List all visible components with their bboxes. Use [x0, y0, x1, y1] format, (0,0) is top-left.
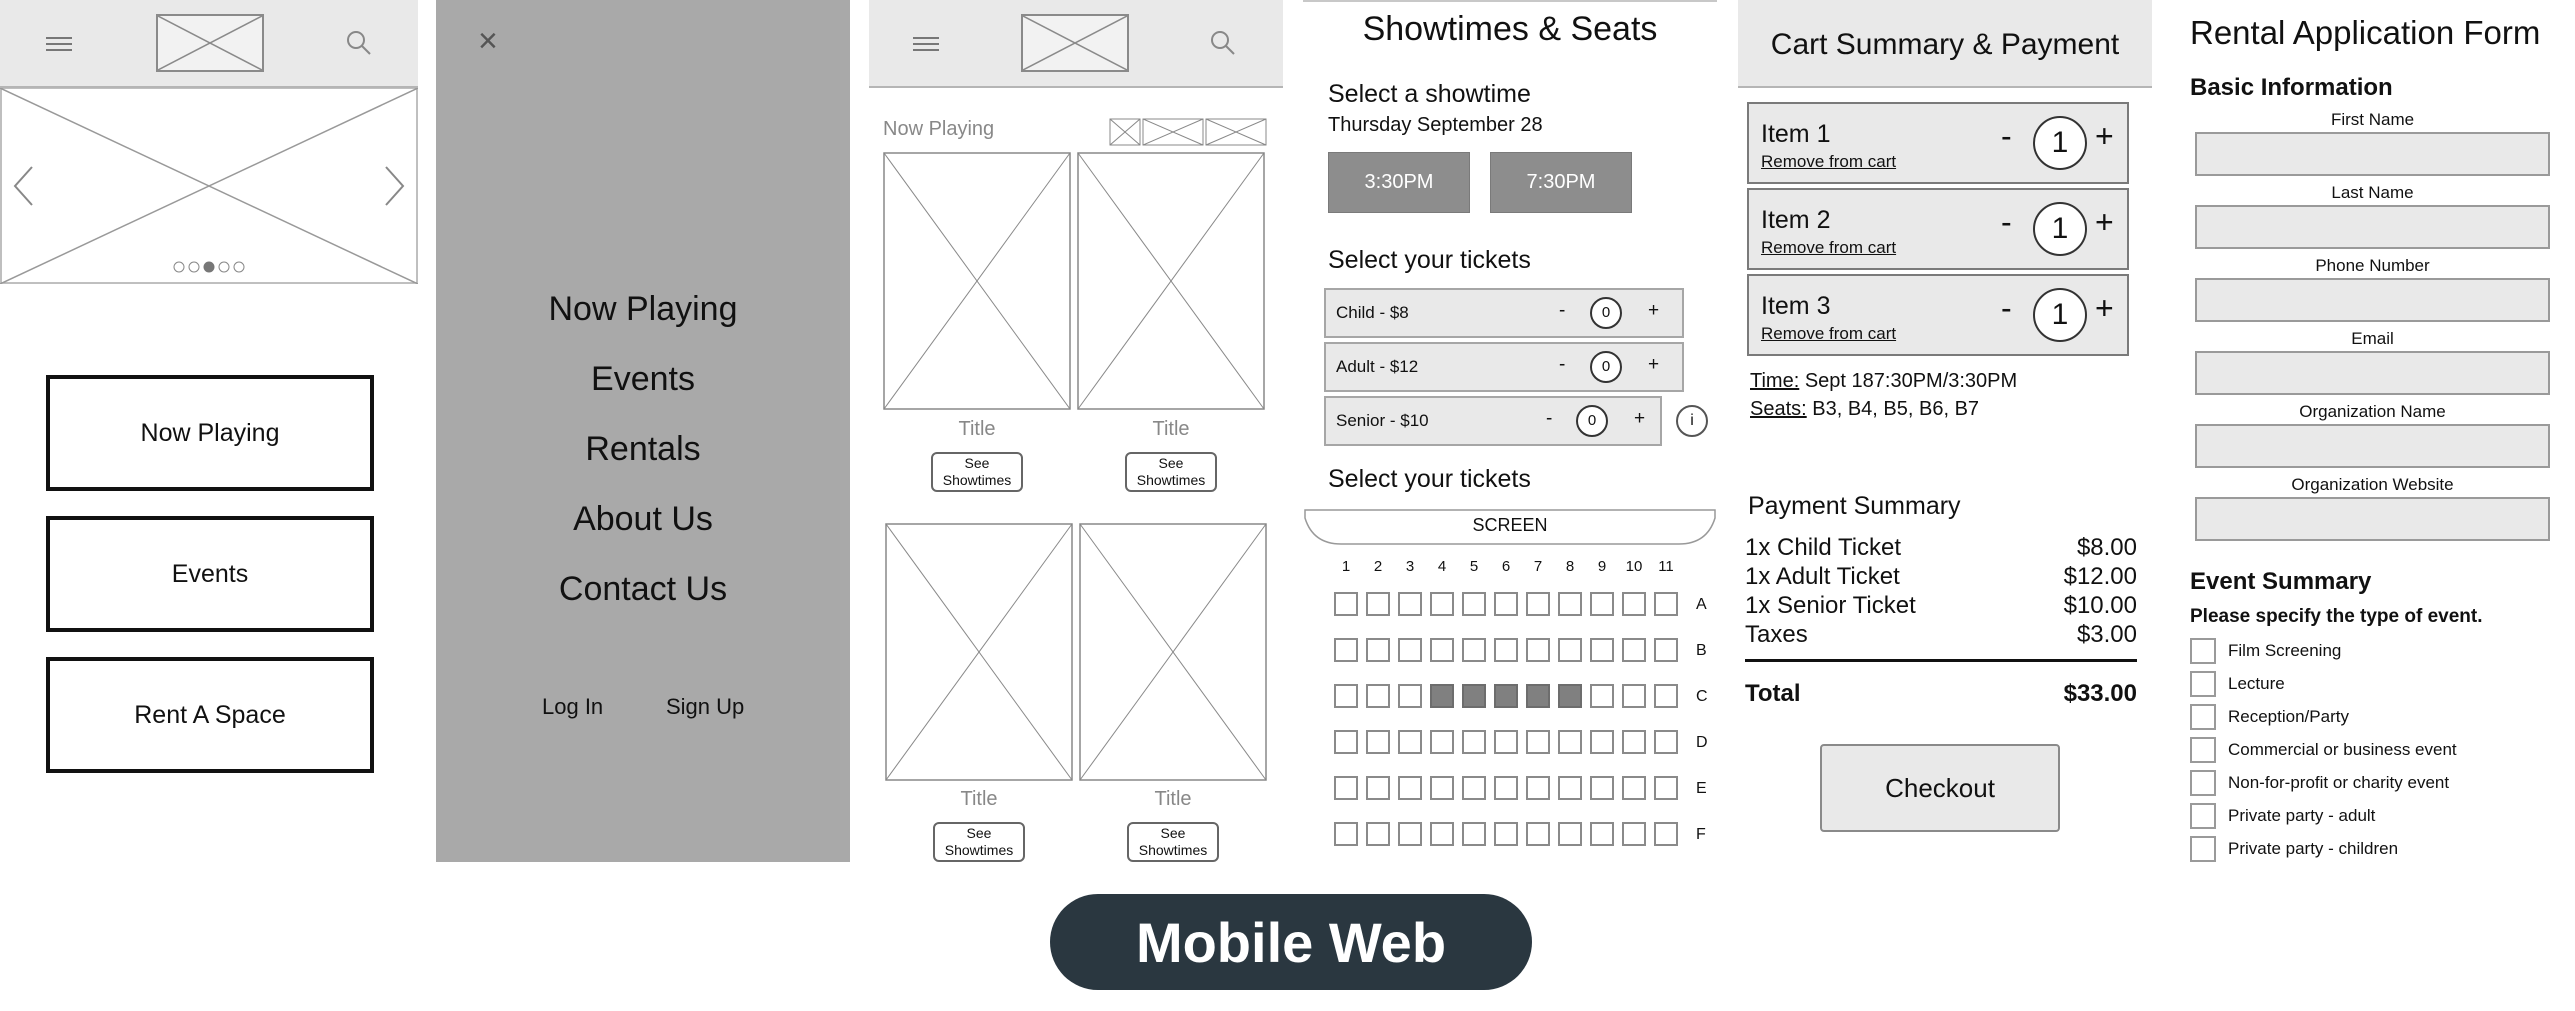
payment-summary-heading: Payment Summary: [1748, 492, 1961, 520]
decrement-button[interactable]: -: [2001, 204, 2012, 240]
seat-selected[interactable]: [1462, 684, 1486, 708]
booking-seats: [1750, 398, 1979, 421]
filter-thumbnails[interactable]: [1109, 118, 1267, 146]
seat[interactable]: [1654, 822, 1678, 846]
seat[interactable]: [1462, 776, 1486, 800]
decrement-button[interactable]: -: [2001, 118, 2012, 154]
seat[interactable]: [1558, 776, 1582, 800]
search-icon[interactable]: [345, 29, 373, 57]
field-label: Organization Website: [2291, 475, 2454, 494]
seat[interactable]: [1334, 730, 1358, 754]
seat[interactable]: [1462, 822, 1486, 846]
seat-selected[interactable]: [1558, 684, 1582, 708]
screen-now-playing: [869, 0, 1283, 862]
cart-item: [1747, 188, 2129, 270]
payment-line: [1745, 592, 2137, 620]
event-type-label: Private party - adult: [2228, 806, 2376, 825]
showtime-button[interactable]: 3:30PM: [1328, 152, 1470, 213]
cart-item: [1747, 102, 2129, 184]
booking-time: [1750, 370, 2017, 393]
seat[interactable]: [1494, 822, 1518, 846]
field-label: Organization Name: [2299, 402, 2446, 421]
now-playing-button[interactable]: Now Playing: [46, 375, 374, 491]
total-divider: [1745, 659, 2137, 662]
seat-column-number: 8: [1565, 558, 1575, 575]
seat-row-label: F: [1696, 826, 1706, 843]
form-input[interactable]: [2195, 424, 2550, 468]
seat[interactable]: [1526, 822, 1550, 846]
chevron-left-icon[interactable]: [12, 165, 34, 207]
ticket-count: 0: [1590, 297, 1622, 329]
decrement-button[interactable]: -: [2001, 290, 2012, 326]
event-type-label: Non-for-profit or charity event: [2228, 773, 2450, 792]
select-tickets-heading: Select your tickets: [1328, 246, 1531, 274]
movie-title: Title: [1152, 418, 1190, 440]
ticket-label: Adult - $12: [1336, 357, 1419, 376]
increment-button[interactable]: +: [1634, 408, 1646, 429]
ticket-row-senior: [1324, 396, 1662, 446]
payment-line: [1745, 563, 2137, 591]
movie-title: Title: [958, 418, 996, 440]
field-label: Phone Number: [2315, 256, 2430, 275]
seat[interactable]: [1558, 638, 1582, 662]
search-icon[interactable]: [1209, 29, 1237, 57]
seat-column-number: 9: [1597, 558, 1607, 575]
seat-column-number: 10: [1625, 558, 1643, 575]
seat[interactable]: [1526, 638, 1550, 662]
time-value: Sept 187:30PM/3:30PM: [1804, 370, 2018, 392]
seat[interactable]: [1590, 730, 1614, 754]
seat[interactable]: [1430, 638, 1454, 662]
page-title: Cart Summary & Payment: [1770, 28, 2120, 61]
seat-row-label: A: [1696, 596, 1707, 613]
carousel-dots[interactable]: [172, 260, 248, 274]
seat[interactable]: [1622, 592, 1646, 616]
seats-label: Seats:: [1750, 398, 1807, 420]
showtime-date: Thursday September 28: [1328, 114, 1543, 136]
field-label: Email: [2351, 329, 2394, 348]
field-label: First Name: [2330, 110, 2415, 129]
logo-placeholder[interactable]: [1021, 14, 1129, 72]
total-line: [1745, 680, 2137, 708]
seat[interactable]: [1334, 776, 1358, 800]
screen-home: [0, 0, 418, 862]
seat[interactable]: [1590, 592, 1614, 616]
seat-selected[interactable]: [1526, 684, 1550, 708]
events-button[interactable]: Events: [46, 516, 374, 632]
seat-column-number: 5: [1469, 558, 1479, 575]
mobile-web-badge: Mobile Web: [1050, 894, 1532, 990]
sign-up-link[interactable]: Sign Up: [666, 694, 745, 719]
seat-row-label: D: [1696, 734, 1708, 751]
seat[interactable]: [1366, 684, 1390, 708]
field-label: Last Name: [2331, 183, 2414, 202]
event-type-checkbox[interactable]: [2190, 704, 2216, 730]
cart-item-qty: 1: [2033, 202, 2087, 256]
movie-poster[interactable]: [1077, 152, 1265, 410]
hamburger-menu-icon[interactable]: [913, 37, 939, 51]
section-label: Now Playing: [883, 118, 995, 140]
seat[interactable]: [1334, 638, 1358, 662]
log-in-link[interactable]: Log In: [542, 694, 604, 719]
line-value: $10.00: [2063, 592, 2137, 619]
ticket-count: 0: [1590, 351, 1622, 383]
seat-column-number: 7: [1533, 558, 1543, 575]
line-value: $12.00: [2063, 563, 2137, 590]
event-type-label: Lecture: [2228, 674, 2285, 693]
event-type-instruction: Please specify the type of event.: [2190, 606, 2483, 627]
seat-column-number: 6: [1501, 558, 1511, 575]
seat[interactable]: [1590, 638, 1614, 662]
seat[interactable]: [1622, 822, 1646, 846]
increment-button[interactable]: +: [1648, 300, 1660, 321]
increment-button[interactable]: +: [2095, 290, 2114, 326]
total-value: $33.00: [2063, 680, 2137, 707]
seat[interactable]: [1654, 638, 1678, 662]
movie-title: Title: [1154, 788, 1192, 810]
seat[interactable]: [1558, 592, 1582, 616]
see-showtimes-button[interactable]: See Showtimes: [1127, 822, 1219, 862]
seat[interactable]: [1494, 592, 1518, 616]
cart-item-name: Item 3: [1761, 292, 1831, 320]
seat-column-number: 3: [1405, 558, 1415, 575]
seat-row-label: C: [1696, 688, 1708, 705]
seat-column-number: 2: [1373, 558, 1383, 575]
seat[interactable]: [1398, 822, 1422, 846]
decrement-button[interactable]: -: [1546, 408, 1553, 429]
seat[interactable]: [1622, 638, 1646, 662]
see-showtimes-button[interactable]: See Showtimes: [931, 452, 1023, 492]
page-title: Rental Application Form: [2190, 14, 2541, 51]
seats-value: B3, B4, B5, B6, B7: [1812, 398, 1980, 420]
rent-a-space-button[interactable]: Rent A Space: [46, 657, 374, 773]
see-showtimes-button[interactable]: See Showtimes: [1125, 452, 1217, 492]
seat[interactable]: [1366, 776, 1390, 800]
decrement-button[interactable]: -: [1559, 354, 1566, 375]
page-title: Showtimes & Seats: [1362, 10, 1658, 48]
seat[interactable]: [1590, 776, 1614, 800]
info-icon[interactable]: i: [1676, 405, 1708, 437]
event-type-label: Reception/Party: [2228, 707, 2349, 726]
screen-label: SCREEN: [1472, 515, 1548, 535]
seat[interactable]: [1398, 592, 1422, 616]
event-type-checkbox[interactable]: [2190, 737, 2216, 763]
top-bar: [869, 0, 1283, 88]
seat[interactable]: [1430, 592, 1454, 616]
movie-poster[interactable]: [885, 523, 1073, 781]
see-showtimes-button[interactable]: See Showtimes: [933, 822, 1025, 862]
select-seats-heading: Select your tickets: [1328, 465, 1531, 493]
ticket-row-adult: [1324, 342, 1684, 392]
seat[interactable]: [1398, 730, 1422, 754]
seat[interactable]: [1366, 592, 1390, 616]
event-type-checkbox[interactable]: [2190, 671, 2216, 697]
line-label: 1x Child Ticket: [1745, 534, 1902, 561]
event-type-checkbox[interactable]: [2190, 770, 2216, 796]
logo-placeholder[interactable]: [156, 14, 264, 72]
screen-showtimes-top-rule: [1303, 0, 1717, 2]
seat[interactable]: [1526, 592, 1550, 616]
payment-line: [1745, 534, 2137, 562]
line-label: Taxes: [1745, 621, 1808, 648]
event-type-label: Film Screening: [2228, 641, 2342, 660]
payment-line: [1745, 621, 2137, 649]
line-value: $8.00: [2076, 534, 2137, 561]
line-value: $3.00: [2076, 621, 2137, 648]
menu-item-contact-us[interactable]: Contact Us: [558, 570, 728, 608]
ticket-label: Child - $8: [1336, 303, 1409, 322]
ticket-row-child: [1324, 288, 1684, 338]
seat[interactable]: [1398, 776, 1422, 800]
seat-selected[interactable]: [1430, 684, 1454, 708]
seat[interactable]: [1526, 730, 1550, 754]
event-type-checkbox[interactable]: [2190, 638, 2216, 664]
seat[interactable]: [1462, 730, 1486, 754]
close-icon[interactable]: ×: [478, 22, 498, 60]
select-showtime-heading: Select a showtime: [1328, 80, 1531, 108]
seat-column-number: 1: [1341, 558, 1351, 575]
form-input[interactable]: [2195, 278, 2550, 322]
seat[interactable]: [1430, 776, 1454, 800]
seat[interactable]: [1366, 822, 1390, 846]
seat-row-label: E: [1696, 780, 1707, 797]
menu-item-about-us[interactable]: About Us: [573, 500, 713, 538]
increment-button[interactable]: +: [2095, 118, 2114, 154]
basic-information-heading: Basic Information: [2190, 74, 2393, 101]
seat[interactable]: [1494, 776, 1518, 800]
event-type-checkbox[interactable]: [2190, 836, 2216, 862]
seat[interactable]: [1398, 638, 1422, 662]
seat[interactable]: [1558, 730, 1582, 754]
seat[interactable]: [1462, 638, 1486, 662]
seat[interactable]: [1334, 684, 1358, 708]
cart-item-qty: 1: [2033, 116, 2087, 170]
form-input[interactable]: [2195, 205, 2550, 249]
seat[interactable]: [1430, 822, 1454, 846]
seat[interactable]: [1334, 592, 1358, 616]
seat[interactable]: [1622, 684, 1646, 708]
line-label: 1x Adult Ticket: [1745, 563, 1900, 590]
event-type-checkbox[interactable]: [2190, 803, 2216, 829]
seat[interactable]: [1622, 776, 1646, 800]
event-type-label: Private party - children: [2228, 839, 2399, 858]
menu-item-events[interactable]: Events: [591, 360, 695, 398]
remove-from-cart-link[interactable]: Remove from cart: [1761, 238, 1897, 257]
top-bar: [0, 0, 418, 88]
seat-column-number: 4: [1437, 558, 1447, 575]
seat[interactable]: [1654, 730, 1678, 754]
seat[interactable]: [1462, 592, 1486, 616]
seat[interactable]: [1430, 730, 1454, 754]
seat-column-number: 11: [1658, 558, 1674, 575]
cart-item-qty: 1: [2033, 288, 2087, 342]
remove-from-cart-link[interactable]: Remove from cart: [1761, 152, 1897, 171]
seat[interactable]: [1654, 684, 1678, 708]
ticket-label: Senior - $10: [1336, 411, 1429, 430]
seat[interactable]: [1494, 638, 1518, 662]
showtime-button[interactable]: 7:30PM: [1490, 152, 1632, 213]
increment-button[interactable]: +: [1648, 354, 1660, 375]
seat[interactable]: [1398, 684, 1422, 708]
increment-button[interactable]: +: [2095, 204, 2114, 240]
seat[interactable]: [1526, 776, 1550, 800]
ticket-count: 0: [1576, 405, 1608, 437]
hero-carousel[interactable]: [0, 88, 418, 284]
time-label: Time:: [1750, 370, 1800, 392]
seat-selected[interactable]: [1494, 684, 1518, 708]
movie-poster[interactable]: [883, 152, 1071, 410]
cart-item: [1747, 274, 2129, 356]
decrement-button[interactable]: -: [1559, 300, 1566, 321]
seat[interactable]: [1558, 822, 1582, 846]
movie-title: Title: [960, 788, 998, 810]
seat[interactable]: [1622, 730, 1646, 754]
seat[interactable]: [1366, 730, 1390, 754]
seat[interactable]: [1494, 730, 1518, 754]
checkout-button[interactable]: Checkout: [1820, 744, 2060, 832]
line-label: 1x Senior Ticket: [1745, 592, 1916, 619]
movie-poster[interactable]: [1079, 523, 1267, 781]
seat[interactable]: [1654, 592, 1678, 616]
event-summary-heading: Event Summary: [2190, 568, 2372, 595]
cart-item-name: Item 2: [1761, 206, 1831, 234]
menu-item-rentals[interactable]: Rentals: [585, 430, 701, 468]
event-type-label: Commercial or business event: [2228, 740, 2457, 759]
cart-item-name: Item 1: [1761, 120, 1831, 148]
screen-menu: [436, 0, 850, 862]
total-label: Total: [1745, 680, 1801, 707]
seat[interactable]: [1590, 684, 1614, 708]
remove-from-cart-link[interactable]: Remove from cart: [1761, 324, 1897, 343]
menu-item-now-playing[interactable]: Now Playing: [548, 290, 738, 328]
chevron-right-icon[interactable]: [384, 165, 406, 207]
seat[interactable]: [1590, 822, 1614, 846]
seat[interactable]: [1334, 822, 1358, 846]
seat[interactable]: [1654, 776, 1678, 800]
seat-row-label: B: [1696, 642, 1707, 659]
form-input[interactable]: [2195, 497, 2550, 541]
hamburger-menu-icon[interactable]: [46, 37, 72, 51]
seat[interactable]: [1366, 638, 1390, 662]
form-input[interactable]: [2195, 132, 2550, 176]
form-input[interactable]: [2195, 351, 2550, 395]
